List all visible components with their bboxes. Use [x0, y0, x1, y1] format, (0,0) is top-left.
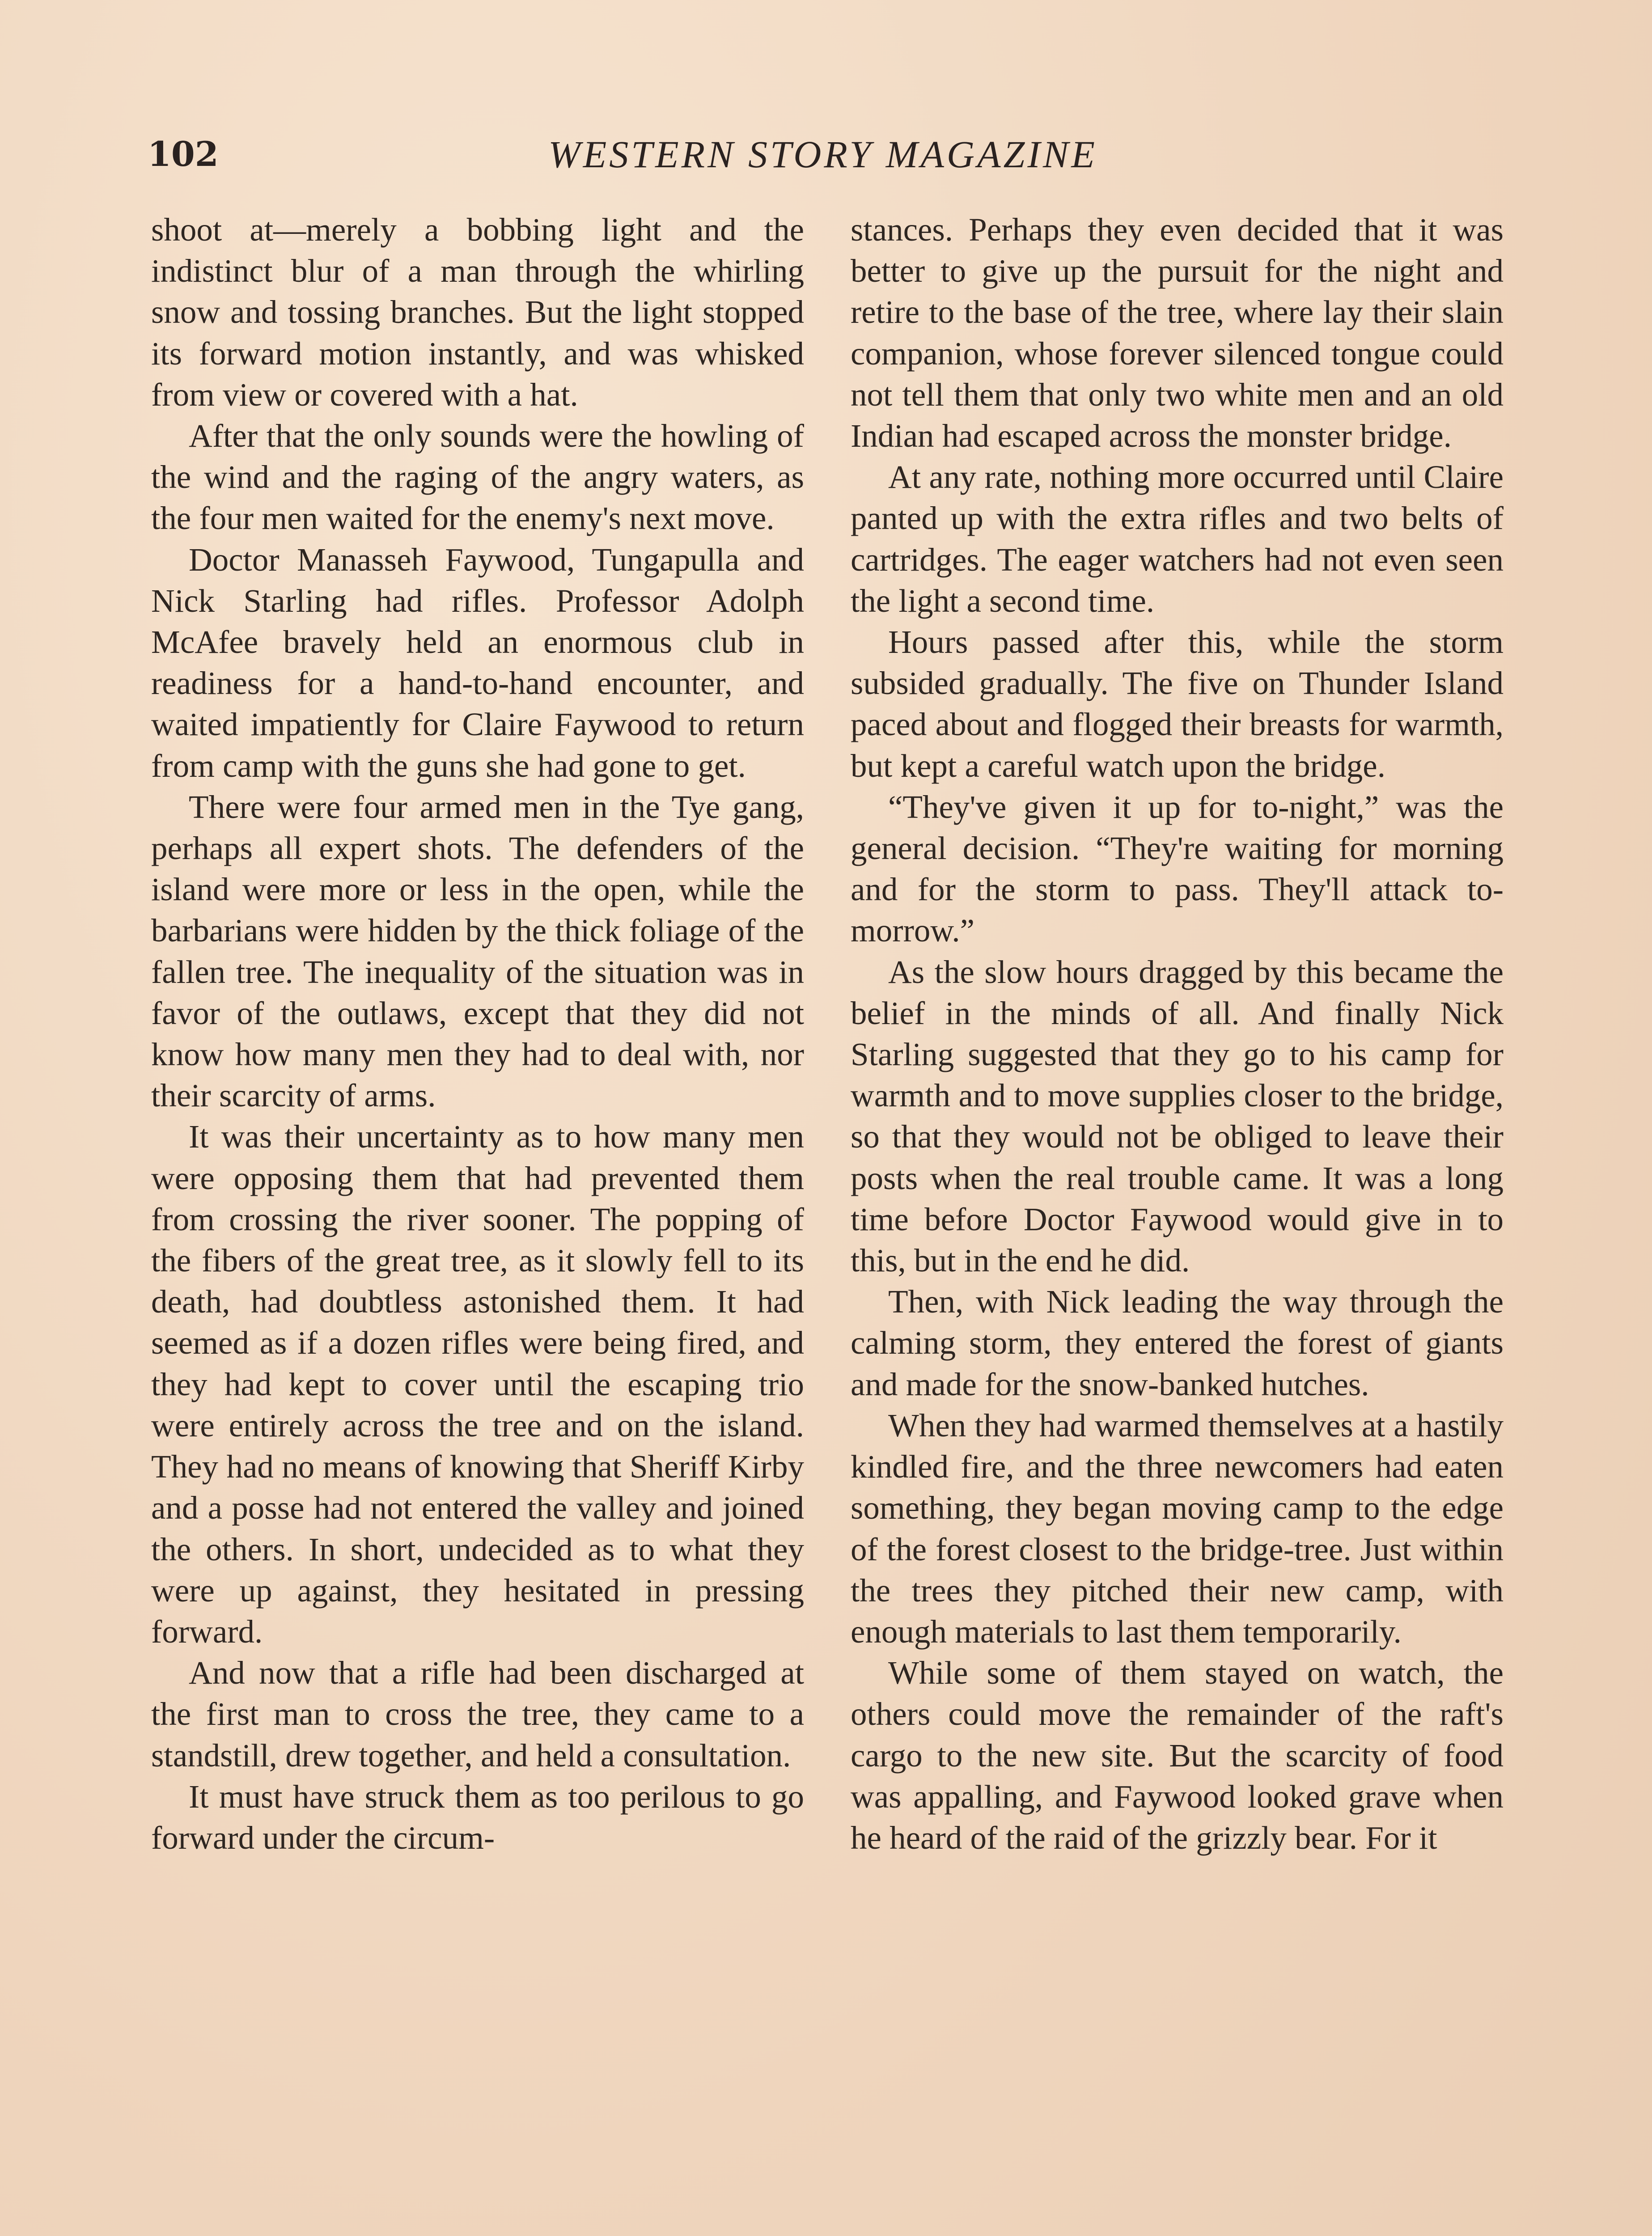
- paragraph: stances. Perhaps they even decided that it was better to give up the pursuit for the night and retire to the base of the tree, where lay their slain companion, whose forever silenced tongue could not tell them that only two white men and an old Indian had escaped across the monster bridge.: [851, 212, 1504, 454]
- text-column-right: [851, 209, 1504, 1859]
- paragraph: While some of them stayed on watch, the others could move the remainder of the raft's cargo to the new site. But the scarcity of food was appalling, and Faywood looked grave when he heard of the raid of the grizzly bear. For it: [851, 1655, 1504, 1856]
- paragraph: shoot at—merely a bobbing light and the indistinct blur of a man through the whirling snow and tossing branches. But the light stopped its forward motion instantly, and was whisked from view or covered with a hat.: [151, 212, 804, 413]
- paragraph: As the slow hours dragged by this became the belief in the minds of all. And finally Nick Starling suggested that they go to his camp for warmth and to move supplies closer to the bridge, so that they would not be obliged to leave their posts when the real trouble came. It was a long time before Doctor Faywood would give in to this, but in the end he did.: [851, 953, 1504, 1279]
- running-head: WESTERN STORY MAGAZINE: [548, 133, 1097, 176]
- paragraph: When they had warmed themselves at a hastily kindled fire, and the three newcomers had eaten something, they began moving camp to the edge of the forest closest to the bridge-tree. Just within the trees they pitched their new camp, with enough materials to last them temporarily.: [851, 1407, 1504, 1650]
- paragraph: And now that a rifle had been discharged at the first man to cross the tree, they came to a standstill, drew together, and held a consultation.: [151, 1655, 804, 1774]
- paragraph: It was their uncertainty as to how many men were opposing them that had prevented them from crossing the river sooner. The popping of the fibers of the great tree, as it slowly fell to its death, had doubtless astonished them. It had seemed as if a dozen rifles were being fired, and they had kept to cover until the escaping trio were entirely across the tree and on the island. They had no means of knowing that Sheriff Kirby and a posse had not entered the valley and joined the others. In short, undecided as to what they were up against, they hesitated in pressing forward.: [151, 1118, 804, 1650]
- text-column-left: [151, 209, 804, 1859]
- paragraph: Hours passed after this, while the storm subsided gradually. The five on Thunder Island paced about and flogged their breasts for warmth, but kept a careful watch upon the bridge.: [851, 624, 1504, 784]
- paragraph: Then, with Nick leading the way through the calming storm, they entered the forest of giants and made for the snow-banked hutches.: [851, 1283, 1504, 1402]
- paragraph: After that the only sounds were the howling of the wind and the raging of the angry waters, as the four men waited for the enemy's next move.: [151, 418, 804, 537]
- paragraph: There were four armed men in the Tye gang, perhaps all expert shots. The defenders of the island were more or less in the open, while the barbarians were hidden by the thick foliage of the fallen tree. The inequality of the situation was in favor of the outlaws, except that they did not know how many men they had to deal with, nor their scarcity of arms.: [151, 788, 804, 1114]
- paragraph: Doctor Manasseh Faywood, Tungapulla and Nick Starling had rifles. Professor Adolph McAfee bravely held an enormous club in readiness for a hand-to-hand encounter, and waited impatiently for Claire Faywood to return from camp with the guns she had gone to get.: [151, 541, 804, 784]
- paragraph: It must have struck them as too perilous to go forward under the circum-: [151, 1778, 804, 1856]
- paragraph: At any rate, nothing more occurred until Claire panted up with the extra rifles and two belts of cartridges. The eager watchers had not even seen the light a second time.: [851, 459, 1504, 619]
- page-number: 102: [148, 134, 219, 174]
- page-header: [148, 130, 1498, 183]
- paragraph: “They've given it up for to-night,” was the general decision. “They're waiting for morning and for the storm to pass. They'll attack to-morrow.”: [851, 788, 1504, 949]
